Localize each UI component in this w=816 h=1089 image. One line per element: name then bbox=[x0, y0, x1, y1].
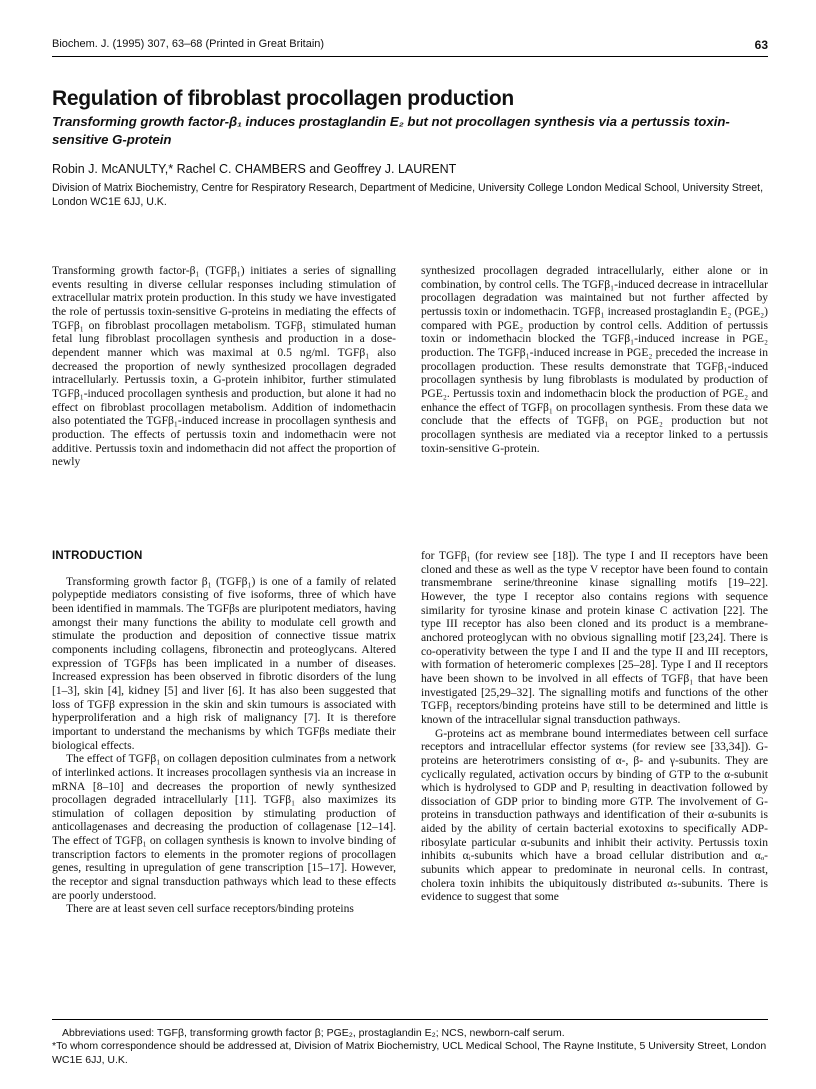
abstract-text-right: synthesized procollagen degraded intracellularly, either alone or in combination, by control cells. The TGFβ₁-induced decrease in intracellular procollagen degradation was maintained but not further affected by pertussis toxin or indomethacin. TGFβ₁ increased prostaglandin E₂ (PGE₂) compared with PGE₂ production by control cells. Addition of pertussis toxin or indomethacin blocked the TGFβ₁-induced increase in PGE₂ production. The TGFβ₁-induced increase in PGE₂ preceded the increase in procollagen production. These results demonstrate that TGFβ₁-induced procollagen synthesis by lung fibroblasts is modulated by production of PGE₂. Pertussis toxin and indomethacin block the production of PGE₂ and enhance the effect of TGFβ₁ on procollagen synthesis. From these data we conclude that the effects of TGFβ₁ on PGE₂ production but not procollagen synthesis are mediated via a receptor linked to a pertussis toxin-sensitive G-protein. bbox=[421, 265, 768, 455]
correspondence-footnote: *To whom correspondence should be addressed at, Division of Matrix Biochemistry, UCL Medical School, The Rayne Institute, 5 University Street, London WC1E 6JJ, U.K. bbox=[52, 1040, 767, 1066]
author-list: Robin J. McANULTY,* Rachel C. CHAMBERS and Geoffrey J. LAURENT bbox=[52, 162, 457, 176]
body-left-column bbox=[52, 550, 396, 917]
body-right-column bbox=[421, 550, 768, 905]
affiliation: Division of Matrix Biochemistry, Centre for Respiratory Research, Department of Medicine, University College London Medical School, University Street, London WC1E 6JJ, U.K. bbox=[52, 182, 764, 208]
abstract-left-column bbox=[52, 265, 396, 470]
abstract-text-left: Transforming growth factor-β₁ (TGFβ₁) initiates a series of signalling events resulting in diverse cellular responses including stimulation of extracellular matrix protein production. In this study we have investigated the role of pertussis toxin-sensitive G-proteins in mediating the effects of TGFβ₁ on fibroblast procollagen metabolism. TGFβ₁ stimulated human fetal lung fibroblast procollagen synthesis and production in a dose-dependent manner which was maximal at 0.5 ng/ml. TGFβ₁ also decreased the proportion of newly synthesized procollagen degraded intracellularly. Pertussis toxin, a G-protein inhibitor, further stimulated TGFβ₁-induced procollagen synthesis and production, but alone it had no effect on fibroblast procollagen metabolism. Addition of indomethacin also potentiated the TGFβ₁-induced increase in procollagen synthesis and production. The effects of pertussis toxin and indomethacin were not additive. Pertussis toxin and indomethacin did not affect the proportion of newly bbox=[52, 265, 396, 469]
body-paragraph: The effect of TGFβ₁ on collagen deposition culminates from a network of interlinked actions. It increases procollagen synthesis via an increase in mRNA [8–10] and decreases the proportion of newly synthesized procollagen degraded intracellularly [11]. TGFβ₁ also maximizes its stimulation of collagen deposition by stimulating production of anticollagenases and decreasing the production of collagenase [12–14]. The effect of TGFβ₁ on collagen synthesis is known to involve binding of transcription factors to elements in the promoter regions of procollagen genes, resulting in upregulation of gene transcription [15–17]. However, the receptor and signal transduction pathways which lead to these effects are poorly understood. bbox=[52, 753, 396, 902]
body-paragraph: Transforming growth factor β₁ (TGFβ₁) is one of a family of related polypeptide mediators consisting of five isoforms, three of which have been identified in mammals. The TGFβs are pluripotent mediators, having amongst their many functions the ability to modulate cell growth and stimulate the production and deposition of connective tissue matrix components including collagens, fibronectin and proteoglycans. Altered expression of TGFβs has been implicated in a number of diseases. Increased expression has been observed in fibrotic disorders of the lung [1–3], skin [4], kidney [5] and liver [6]. It has also been suggested that loss of TGFβ expression in the skin and skin tumours is associated with hyperproliferation and a high risk of malignancy [7]. It is therefore important to understand the mechanisms by which TGFβs mediate their biological effects. bbox=[52, 575, 396, 752]
footnotes bbox=[52, 1027, 768, 1067]
section-heading: INTRODUCTION bbox=[52, 550, 143, 562]
body-paragraph: There are at least seven cell surface receptors/binding proteins bbox=[66, 903, 354, 916]
abbreviations-footnote: Abbreviations used: TGFβ, transforming growth factor β; PGE₂, prostaglandin E₂; NCS, newborn-calf serum. bbox=[62, 1027, 565, 1039]
abstract-right-column bbox=[421, 265, 768, 456]
article-title: Regulation of fibroblast procollagen production bbox=[52, 87, 514, 110]
article-subtitle: Transforming growth factor-β₁ induces prostaglandin E₂ but not procollagen synthesis via a pertussis toxin-sensitive G-protein bbox=[52, 114, 730, 147]
page-number: 63 bbox=[754, 38, 768, 52]
journal-citation: Biochem. J. (1995) 307, 63–68 (Printed in Great Britain) bbox=[52, 38, 325, 50]
body-paragraph: for TGFβ₁ (for review see [18]). The type I and II receptors have been cloned and these as well as the type V receptor have been found to contain transmembrane serine/threonine kinase signalling motifs [19–22]. However, the type I receptor also contains regions with sequence similarity for tyrosine kinase and protein kinase C activation [22]. The type III receptor has also been cloned and its product is a membrane-anchored proteoglycan with no obvious signalling motif [23,24]. There is co-operativity between the type I and II and the type II and III receptors, with formation of heteromeric complexes [25–28]. Type I and II receptors have been shown to be involved in all effects of TGFβ₁ that have been investigated [25,29–32]. The signalling motifs and functions of the other TGFβ₁ receptors/binding proteins have still to be determined and little is known of the intracellular signal transduction pathways. bbox=[421, 550, 768, 726]
footnote-rule bbox=[52, 1019, 768, 1020]
header-rule bbox=[52, 56, 768, 57]
body-paragraph: G-proteins act as membrane bound intermediates between cell surface receptors and intracellular effector systems (for review see [33,34]). G-proteins are heterotrimers consisting of α-, β- and γ-subunits. They are cyclically regulated, activation occurs by binding of GTP to the α-subunit which is hydrolysed to GDP and Pᵢ resulting in deactivation followed by dissociation of GDP prior to binding more GTP. The involvement of G-proteins in transduction pathways and identification of their α-subunits is aided by the ability of certain bacterial exotoxins to specifically ADP-ribosylate particular α-subunits and inhibit their activity. Pertussis toxin inhibits αᵢ-subunits which have a broad cellular distribution and αₒ-subunits which appear to predominate in neuronal cells. In contrast, cholera toxin inhibits the ubiquitously distributed αₛ-subunits. There is evidence to suggest that some bbox=[421, 727, 768, 904]
